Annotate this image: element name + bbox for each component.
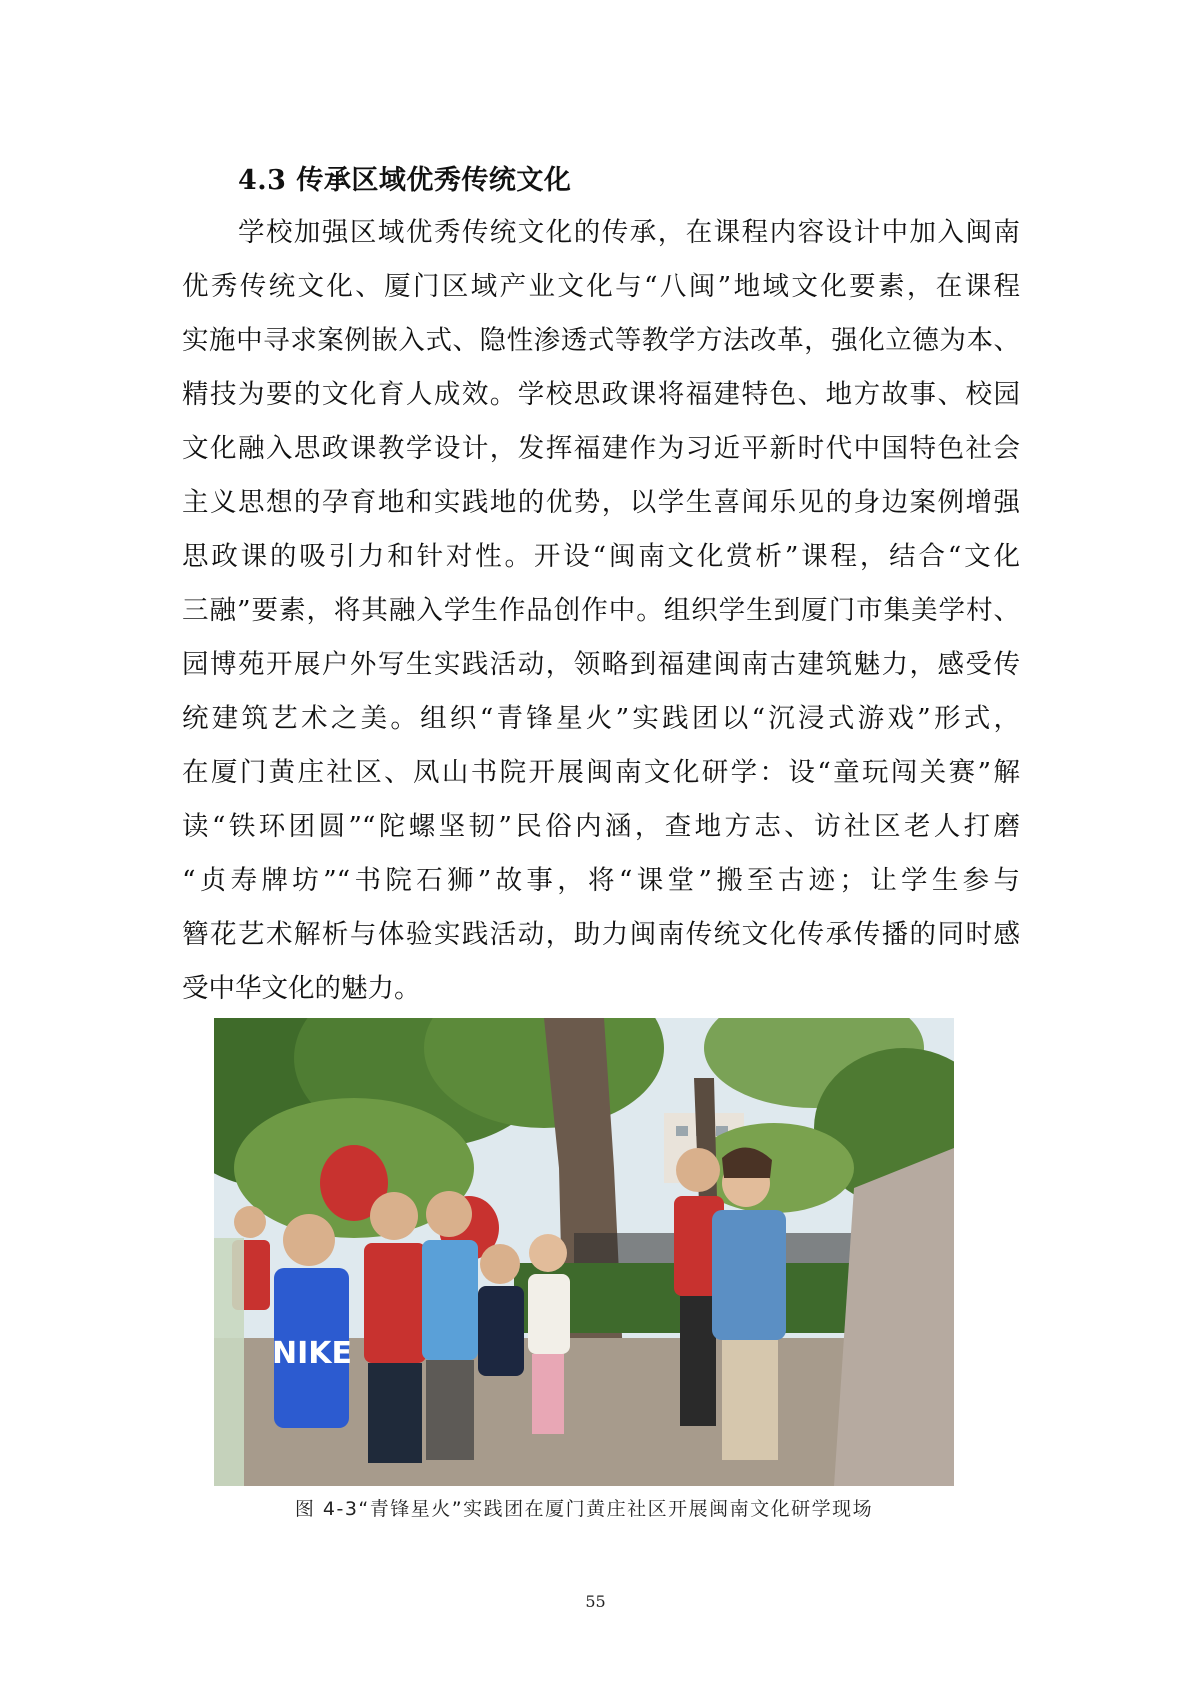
photo-illustration <box>214 1018 954 1486</box>
page-number: 55 <box>585 1592 606 1611</box>
body-paragraph <box>182 206 1020 1016</box>
paragraph-line: 三融”要素，将其融入学生作品创作中。组织学生到厦门市集美学村、 <box>182 595 1020 626</box>
paragraph-line: 受中华文化的魅力。 <box>182 973 421 1004</box>
paragraph-line: 统建筑艺术之美。组织“青锋星火”实践团以“沉浸式游戏”形式， <box>182 703 1020 734</box>
photo-shirt-print: NIKE <box>271 1336 353 1371</box>
paragraph-line: 簪花艺术解析与体验实践活动，助力闽南传统文化传承传播的同时感 <box>182 919 1020 950</box>
paragraph-line: 主义思想的孕育地和实践地的优势，以学生喜闻乐见的身边案例增强 <box>182 487 1020 518</box>
paragraph-line: 优秀传统文化、厦门区域产业文化与“八闽”地域文化要素，在课程 <box>182 271 1020 302</box>
figure-caption: 图 4-3“青锋星火”实践团在厦门黄庄社区开展闽南文化研学现场 <box>294 1498 874 1520</box>
paragraph-line: 读“铁环团圆”“陀螺坚韧”民俗内涵，查地方志、访社区老人打磨 <box>182 811 1020 842</box>
paragraph-line: 文化融入思政课教学设计，发挥福建作为习近平新时代中国特色社会 <box>182 433 1020 464</box>
paragraph-line: “贞寿牌坊”“书院石狮”故事，将“课堂”搬至古迹；让学生参与 <box>182 865 1020 896</box>
paragraph-line: 园博苑开展户外写生实践活动，领略到福建闽南古建筑魅力，感受传 <box>182 649 1020 680</box>
paragraph-line: 实施中寻求案例嵌入式、隐性渗透式等教学方法改革，强化立德为本、 <box>182 325 1020 356</box>
figure-photo <box>214 1018 954 1486</box>
paragraph-line: 学校加强区域优秀传统文化的传承，在课程内容设计中加入闽南 <box>182 217 1020 248</box>
section-heading: 4.3 传承区域优秀传统文化 <box>238 165 572 196</box>
paragraph-line: 精技为要的文化育人成效。学校思政课将福建特色、地方故事、校园 <box>182 379 1020 410</box>
paragraph-line: 在厦门黄庄社区、凤山书院开展闽南文化研学：设“童玩闯关赛”解 <box>182 757 1020 788</box>
paragraph-line: 思政课的吸引力和针对性。开设“闽南文化赏析”课程，结合“文化 <box>182 541 1020 572</box>
